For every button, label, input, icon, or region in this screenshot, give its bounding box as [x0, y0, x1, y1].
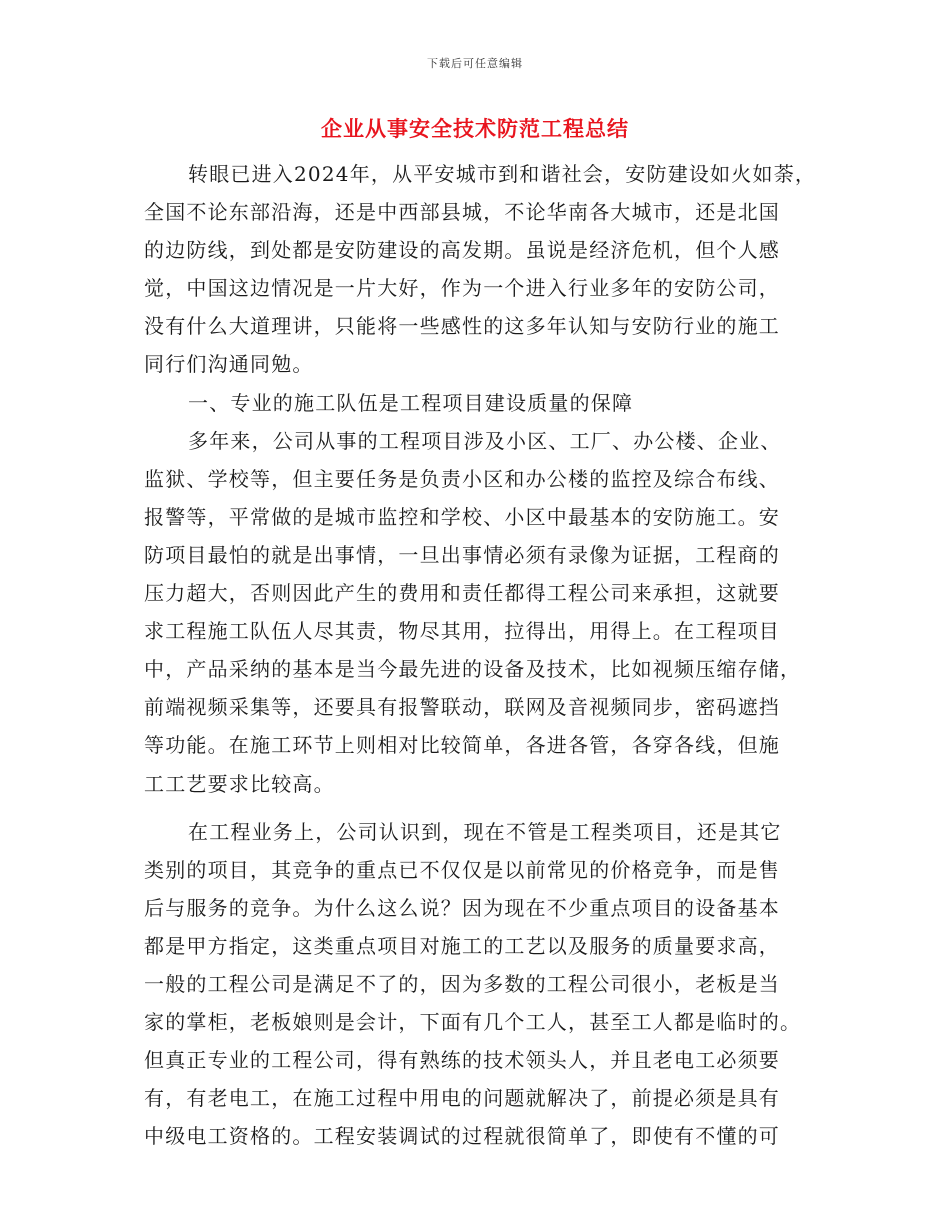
- text-line: 报警等，平常做的是城市监控和学校、小区中最基本的安防施工。安: [144, 504, 780, 529]
- text-line: 转眼已进入2024年，从平安城市到和谐社会，安防建设如火如荼，: [188, 162, 817, 186]
- text-line: 防项目最怕的就是出事情，一旦出事情必须有录像为证据，工程商的: [144, 542, 780, 567]
- text-line: 都是甲方指定，这类重点项目对施工的工艺以及服务的质量要求高，: [144, 933, 780, 958]
- text-line: 多年来，公司从事的工程项目涉及小区、工厂、办公楼、企业、: [188, 428, 782, 453]
- text-line: 同行们沟通同勉。: [144, 352, 314, 377]
- text-line: 中，产品采纳的基本是当今最先进的设备及技术，比如视频压缩存储，: [144, 657, 802, 682]
- text-line: 后与服务的竞争。为什么这么说？因为现在不少重点项目的设备基本: [144, 895, 780, 920]
- text-line: 工工艺要求比较高。: [144, 771, 335, 796]
- section-heading-text: 一、专业的施工队伍是工程项目建设质量的保障: [188, 390, 634, 415]
- section-heading-1: [144, 384, 829, 422]
- text-line: 的边防线，到处都是安防建设的高发期。虽说是经济危机，但个人感: [144, 238, 780, 263]
- text-line: 类别的项目，其竞争的重点已不仅仅是以前常见的价格竞争，而是售: [144, 857, 780, 882]
- text-line: 中级电工资格的。工程安装调试的过程就很简单了，即使有不懂的可: [144, 1124, 780, 1149]
- text-line: 觉，中国这边情况是一片大好，作为一个进入行业多年的安防公司，: [144, 276, 780, 301]
- text-line: 前端视频采集等，还要具有报警联动，联网及音视频同步，密码遮挡: [144, 695, 780, 720]
- page-header-caption: 下载后可任意编辑: [427, 57, 523, 70]
- paragraph-gap: [144, 803, 829, 813]
- text-line: 全国不论东部沿海，还是中西部县城，不论华南各大城市，还是北国: [144, 200, 780, 225]
- text-line: 有，有老电工，在施工过程中用电的问题就解决了，前提必须是具有: [144, 1086, 780, 1111]
- text-line: 压力超大，否则因此产生的费用和责任都得工程公司来承担，这就要: [144, 581, 780, 606]
- text-line: 求工程施工队伍人尽其责，物尽其用，拉得出，用得上。在工程项目: [144, 619, 780, 644]
- document-title: 企业从事安全技术防范工程总结: [321, 116, 629, 141]
- text-line: 没有什么大道理讲，只能将一些感性的这多年认知与安防行业的施工: [144, 314, 780, 339]
- text-line: 监狱、学校等，但主要任务是负责小区和办公楼的监控及综合布线、: [144, 466, 780, 491]
- document-body: [144, 155, 829, 1155]
- text-line: 一般的工程公司是满足不了的，因为多数的工程公司很小，老板是当: [144, 971, 780, 996]
- text-line: 等功能。在施工环节上则相对比较简单，各进各管，各穿各线，但施: [144, 733, 780, 758]
- text-line: 在工程业务上，公司认识到，现在不管是工程类项目，还是其它: [188, 819, 782, 844]
- paragraph-business: [144, 813, 829, 1156]
- paragraph-intro: [144, 155, 829, 384]
- text-line: 但真正专业的工程公司，得有熟练的技术领头人，并且老电工必须要: [144, 1048, 780, 1073]
- text-line: 家的掌柜，老板娘则是会计，下面有几个工人，甚至工人都是临时的。: [144, 1010, 802, 1035]
- paragraph-projects: [144, 422, 829, 803]
